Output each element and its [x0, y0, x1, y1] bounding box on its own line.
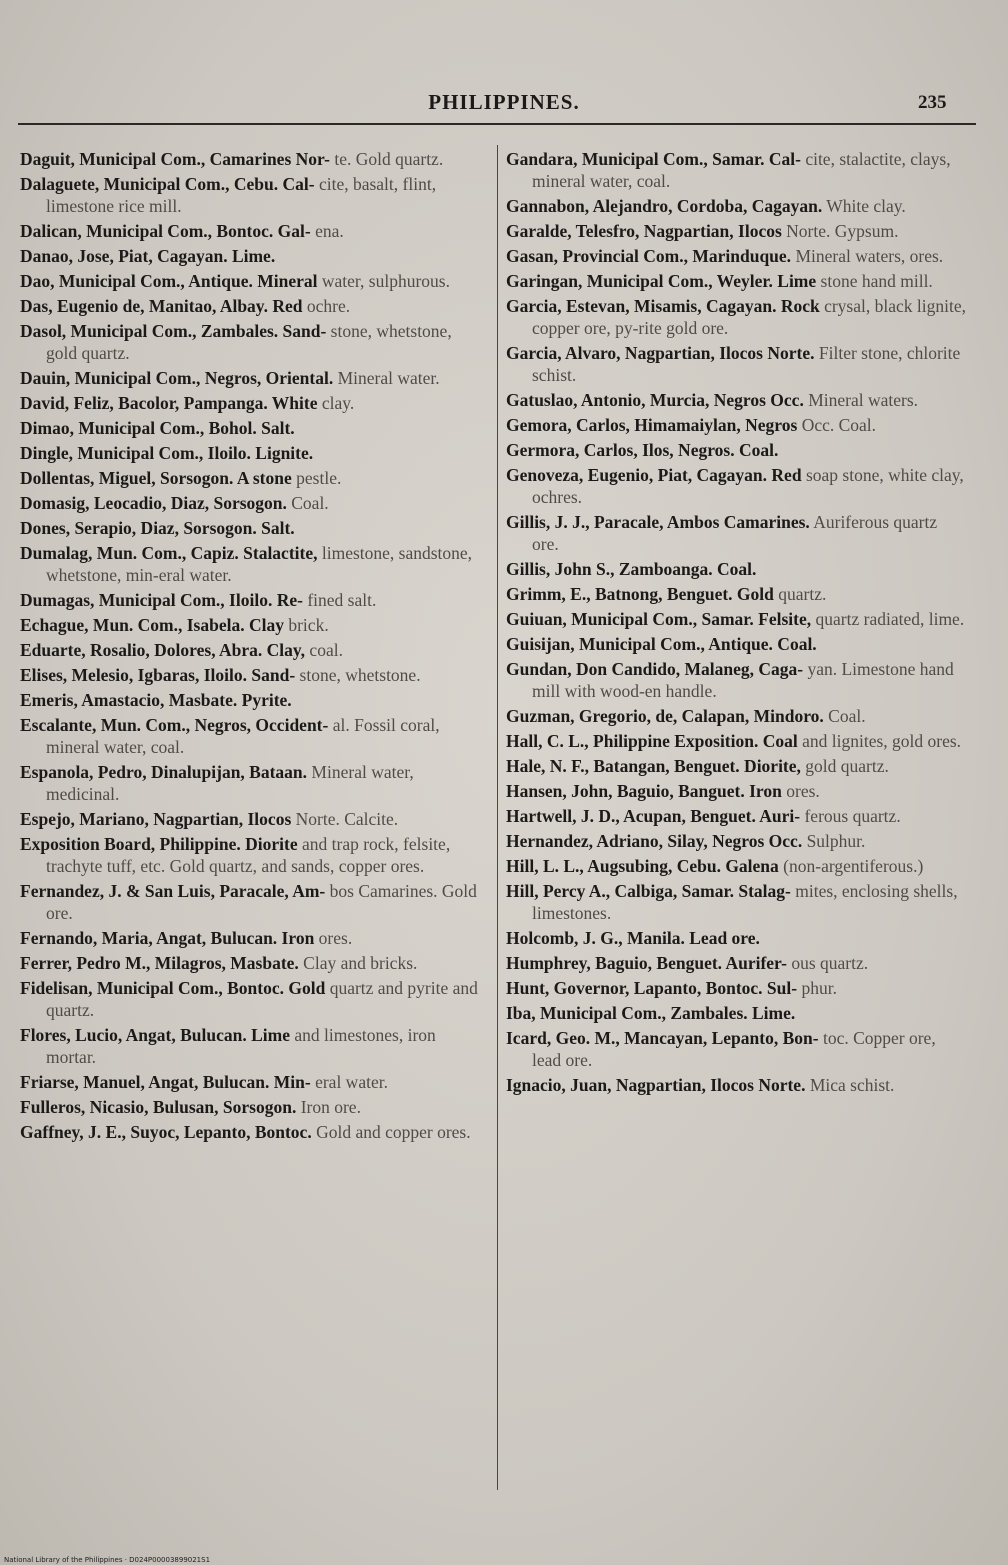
- entry-description: ores.: [786, 781, 820, 801]
- page-number: 235: [918, 92, 947, 113]
- entry-description: al. Fossil coral, mineral water, coal.: [46, 715, 440, 757]
- entry-name: Hale, N. F., Batangan, Benguet. Diorite,: [506, 756, 801, 776]
- entry-description: Mineral waters, ores.: [795, 246, 944, 266]
- list-item: [506, 148, 966, 192]
- entry-description: coal.: [309, 640, 343, 660]
- entry-name: Gandara, Municipal Com., Samar. Cal-: [506, 149, 801, 169]
- entry-name: Dollentas, Miguel, Sorsogon. A stone: [20, 468, 292, 488]
- entry-name: Dimao, Municipal Com., Bohol. Salt.: [20, 418, 295, 438]
- list-item: [506, 270, 966, 292]
- entry-name: Garingan, Municipal Com., Weyler. Lime: [506, 271, 817, 291]
- list-item: [20, 714, 486, 758]
- entry-description: mites, enclosing shells, limestones.: [532, 881, 958, 923]
- entry-description: ena.: [315, 221, 344, 241]
- entry-name: Iba, Municipal Com., Zambales. Lime.: [506, 1003, 796, 1023]
- entry-name: Emeris, Amastacio, Masbate. Pyrite.: [20, 690, 292, 710]
- entry-description: Clay and bricks.: [303, 953, 418, 973]
- entry-description: Occ. Coal.: [801, 415, 877, 435]
- entry-description: toc. Copper ore, lead ore.: [532, 1028, 936, 1070]
- entry-description: stone, whetstone.: [299, 665, 421, 685]
- entry-name: Hall, C. L., Philippine Exposition. Coal: [506, 731, 798, 751]
- entry-description: yan. Limestone hand mill with wood-en handle.: [532, 659, 954, 701]
- list-item: [20, 320, 486, 364]
- entry-description: fined salt.: [307, 590, 377, 610]
- list-item: [506, 295, 966, 339]
- entry-description: Mineral waters.: [808, 390, 919, 410]
- entry-description: and limestones, iron mortar.: [46, 1025, 436, 1067]
- entry-name: Echague, Mun. Com., Isabela. Clay: [20, 615, 284, 635]
- entry-name: Hernandez, Adriano, Silay, Negros Occ.: [506, 831, 803, 851]
- entry-name: Gemora, Carlos, Himamaiylan, Negros: [506, 415, 798, 435]
- list-item: [20, 664, 486, 686]
- entry-description: (non-argentiferous.): [783, 856, 924, 876]
- entry-name: Guzman, Gregorio, de, Calapan, Mindoro.: [506, 706, 824, 726]
- entry-name: Hill, L. L., Augsubing, Cebu. Galena: [506, 856, 779, 876]
- list-item: [20, 639, 486, 661]
- entry-description: Sulphur.: [806, 831, 866, 851]
- list-item: [20, 270, 486, 292]
- list-item: [506, 195, 966, 217]
- entry-name: Dao, Municipal Com., Antique. Mineral: [20, 271, 318, 291]
- list-item: [506, 658, 966, 702]
- footer-note: National Library of the Philippines · D024P00003899021S1: [4, 1556, 211, 1564]
- entry-name: Dalaguete, Municipal Com., Cebu. Cal-: [20, 174, 315, 194]
- entry-description: quartz and pyrite and quartz.: [46, 978, 478, 1020]
- entry-description: crysal, black lignite, copper ore, py-rite gold ore.: [532, 296, 966, 338]
- entry-name: Dalican, Municipal Com., Bontoc. Gal-: [20, 221, 311, 241]
- list-item: [506, 342, 966, 386]
- entry-description: cite, basalt, flint, limestone rice mill.: [46, 174, 437, 216]
- entry-description: Coal.: [828, 706, 866, 726]
- right-column: [506, 148, 966, 1099]
- entry-name: Dauin, Municipal Com., Negros, Oriental.: [20, 368, 334, 388]
- entry-description: Coal.: [291, 493, 329, 513]
- entry-description: and trap rock, felsite, trachyte tuff, etc. Gold quartz, and sands, copper ores.: [46, 834, 451, 876]
- list-item: [20, 952, 486, 974]
- entry-name: Garcia, Alvaro, Nagpartian, Ilocos Norte.: [506, 343, 815, 363]
- entry-name: Escalante, Mun. Com., Negros, Occident-: [20, 715, 329, 735]
- entry-name: Gaffney, J. E., Suyoc, Lepanto, Bontoc.: [20, 1122, 312, 1142]
- entry-description: ous quartz.: [791, 953, 869, 973]
- entry-name: Guiuan, Municipal Com., Samar. Felsite,: [506, 609, 812, 629]
- list-item: [20, 1121, 486, 1143]
- list-item: [506, 583, 966, 605]
- list-item: [20, 542, 486, 586]
- entry-name: Hunt, Governor, Lapanto, Bontoc. Sul-: [506, 978, 798, 998]
- list-item: [506, 830, 966, 852]
- entry-name: Eduarte, Rosalio, Dolores, Abra. Clay,: [20, 640, 306, 660]
- list-item: [20, 1071, 486, 1093]
- entry-description: ochre.: [306, 296, 351, 316]
- list-item: [506, 780, 966, 802]
- entry-name: Icard, Geo. M., Mancayan, Lepanto, Bon-: [506, 1028, 819, 1048]
- entry-name: Hill, Percy A., Calbiga, Samar. Stalag-: [506, 881, 791, 901]
- entry-description: and lignites, gold ores.: [802, 731, 962, 751]
- list-item: [20, 442, 486, 464]
- list-item: [20, 977, 486, 1021]
- entry-name: Holcomb, J. G., Manila. Lead ore.: [506, 928, 760, 948]
- entry-name: Grimm, E., Batnong, Benguet. Gold: [506, 584, 774, 604]
- entry-name: Gundan, Don Candido, Malaneg, Caga-: [506, 659, 804, 679]
- entry-description: water, sulphurous.: [321, 271, 450, 291]
- list-item: [506, 511, 966, 555]
- entry-description: Gold and copper ores.: [316, 1122, 471, 1142]
- entry-name: Das, Eugenio de, Manitao, Albay. Red: [20, 296, 303, 316]
- list-item: [506, 880, 966, 924]
- entry-name: Hartwell, J. D., Acupan, Benguet. Auri-: [506, 806, 801, 826]
- list-item: [506, 755, 966, 777]
- entry-description: Filter stone, chlorite schist.: [532, 343, 961, 385]
- entry-name: Dingle, Municipal Com., Iloilo. Lignite.: [20, 443, 314, 463]
- entry-name: Fulleros, Nicasio, Bulusan, Sorsogon.: [20, 1097, 297, 1117]
- entry-description: quartz.: [778, 584, 827, 604]
- entry-description: gold quartz.: [805, 756, 889, 776]
- entry-name: Gatuslao, Antonio, Murcia, Negros Occ.: [506, 390, 804, 410]
- entry-name: Flores, Lucio, Angat, Bulucan. Lime: [20, 1025, 290, 1045]
- entry-description: Mineral water, medicinal.: [46, 762, 414, 804]
- list-item: [20, 173, 486, 217]
- list-item: [506, 855, 966, 877]
- list-item: [20, 367, 486, 389]
- entry-description: cite, stalactite, clays, mineral water, coal.: [532, 149, 951, 191]
- list-item: [506, 245, 966, 267]
- entry-name: Garalde, Telesfro, Nagpartian, Ilocos: [506, 221, 782, 241]
- entry-name: Domasig, Leocadio, Diaz, Sorsogon.: [20, 493, 287, 513]
- entry-name: Gannabon, Alejandro, Cordoba, Cagayan.: [506, 196, 823, 216]
- entry-name: Gillis, J. J., Paracale, Ambos Camarines.: [506, 512, 810, 532]
- entry-description: brick.: [288, 615, 329, 635]
- list-item: [506, 730, 966, 752]
- entry-name: Guisijan, Municipal Com., Antique. Coal.: [506, 634, 817, 654]
- entry-name: Fernando, Maria, Angat, Bulucan. Iron: [20, 928, 315, 948]
- entry-name: Ferrer, Pedro M., Milagros, Masbate.: [20, 953, 299, 973]
- header-rule: [18, 123, 976, 125]
- list-item: [506, 705, 966, 727]
- list-item: [20, 245, 486, 267]
- column-divider: [497, 145, 498, 1490]
- list-item: [20, 148, 486, 170]
- entry-name: Elises, Melesio, Igbaras, Iloilo. Sand-: [20, 665, 296, 685]
- list-item: [506, 952, 966, 974]
- entry-description: stone, whetstone, gold quartz.: [46, 321, 452, 363]
- list-item: [506, 805, 966, 827]
- entry-name: Espanola, Pedro, Dinalupijan, Bataan.: [20, 762, 308, 782]
- list-item: [506, 558, 966, 580]
- list-item: [20, 689, 486, 711]
- entry-name: Humphrey, Baguio, Benguet. Aurifer-: [506, 953, 787, 973]
- entry-description: eral water.: [315, 1072, 388, 1092]
- entry-description: bos Camarines. Gold ore.: [46, 881, 477, 923]
- list-item: [506, 439, 966, 461]
- entry-name: Ignacio, Juan, Nagpartian, Ilocos Norte.: [506, 1075, 806, 1095]
- entry-description: limestone, sandstone, whetstone, min-eral water.: [46, 543, 473, 585]
- list-item: [20, 833, 486, 877]
- entry-name: Garcia, Estevan, Misamis, Cagayan. Rock: [506, 296, 820, 316]
- list-item: [506, 608, 966, 630]
- list-item: [506, 1074, 966, 1096]
- list-item: [20, 392, 486, 414]
- list-item: [20, 880, 486, 924]
- list-item: [506, 414, 966, 436]
- entry-description: Iron ore.: [300, 1097, 361, 1117]
- list-item: [20, 927, 486, 949]
- entry-description: White clay.: [826, 196, 906, 216]
- entry-name: Gillis, John S., Zamboanga. Coal.: [506, 559, 757, 579]
- list-item: [506, 927, 966, 949]
- entry-description: clay.: [321, 393, 355, 413]
- entry-name: Dumagas, Municipal Com., Iloilo. Re-: [20, 590, 303, 610]
- list-item: [20, 1096, 486, 1118]
- entry-description: Mica schist.: [809, 1075, 895, 1095]
- entry-name: Dones, Serapio, Diaz, Sorsogon. Salt.: [20, 518, 295, 538]
- entry-description: pestle.: [296, 468, 342, 488]
- list-item: [506, 389, 966, 411]
- list-item: [506, 220, 966, 242]
- entry-name: Genoveza, Eugenio, Piat, Cagayan. Red: [506, 465, 802, 485]
- entry-name: Dumalag, Mun. Com., Capiz. Stalactite,: [20, 543, 318, 563]
- entry-name: Espejo, Mariano, Nagpartian, Ilocos: [20, 809, 292, 829]
- entry-description: te. Gold quartz.: [334, 149, 444, 169]
- list-item: [20, 808, 486, 830]
- list-item: [20, 1024, 486, 1068]
- list-item: [20, 589, 486, 611]
- list-item: [20, 295, 486, 317]
- entry-description: phur.: [801, 978, 837, 998]
- list-item: [20, 220, 486, 242]
- entry-name: Gasan, Provincial Com., Marinduque.: [506, 246, 792, 266]
- entry-name: Germora, Carlos, Ilos, Negros. Coal.: [506, 440, 779, 460]
- entry-name: David, Feliz, Bacolor, Pampanga. White: [20, 393, 318, 413]
- list-item: [506, 1027, 966, 1071]
- page-title: PHILIPPINES.: [428, 90, 580, 114]
- entry-name: Friarse, Manuel, Angat, Bulucan. Min-: [20, 1072, 311, 1092]
- list-item: [506, 464, 966, 508]
- list-item: [20, 614, 486, 636]
- entry-name: Fernandez, J. & San Luis, Paracale, Am-: [20, 881, 326, 901]
- list-item: [20, 517, 486, 539]
- entry-name: Exposition Board, Philippine. Diorite: [20, 834, 298, 854]
- entry-name: Dasol, Municipal Com., Zambales. Sand-: [20, 321, 327, 341]
- entry-description: Auriferous quartz ore.: [532, 512, 938, 554]
- entry-description: Mineral water.: [337, 368, 440, 388]
- list-item: [506, 633, 966, 655]
- entry-description: ferous quartz.: [804, 806, 901, 826]
- entry-name: Hansen, John, Baguio, Banguet. Iron: [506, 781, 782, 801]
- list-item: [506, 1002, 966, 1024]
- list-item: [20, 467, 486, 489]
- left-column: [20, 148, 486, 1146]
- entry-description: stone hand mill.: [820, 271, 933, 291]
- entry-description: Norte. Calcite.: [295, 809, 399, 829]
- list-item: [20, 417, 486, 439]
- entry-description: Norte. Gypsum.: [786, 221, 899, 241]
- list-item: [20, 761, 486, 805]
- entry-name: Danao, Jose, Piat, Cagayan. Lime.: [20, 246, 276, 266]
- list-item: [506, 977, 966, 999]
- entry-name: Fidelisan, Municipal Com., Bontoc. Gold: [20, 978, 326, 998]
- entry-description: quartz radiated, lime.: [815, 609, 965, 629]
- entry-name: Daguit, Municipal Com., Camarines Nor-: [20, 149, 330, 169]
- entry-description: ores.: [318, 928, 353, 948]
- entry-description: soap stone, white clay, ochres.: [532, 465, 964, 507]
- list-item: [20, 492, 486, 514]
